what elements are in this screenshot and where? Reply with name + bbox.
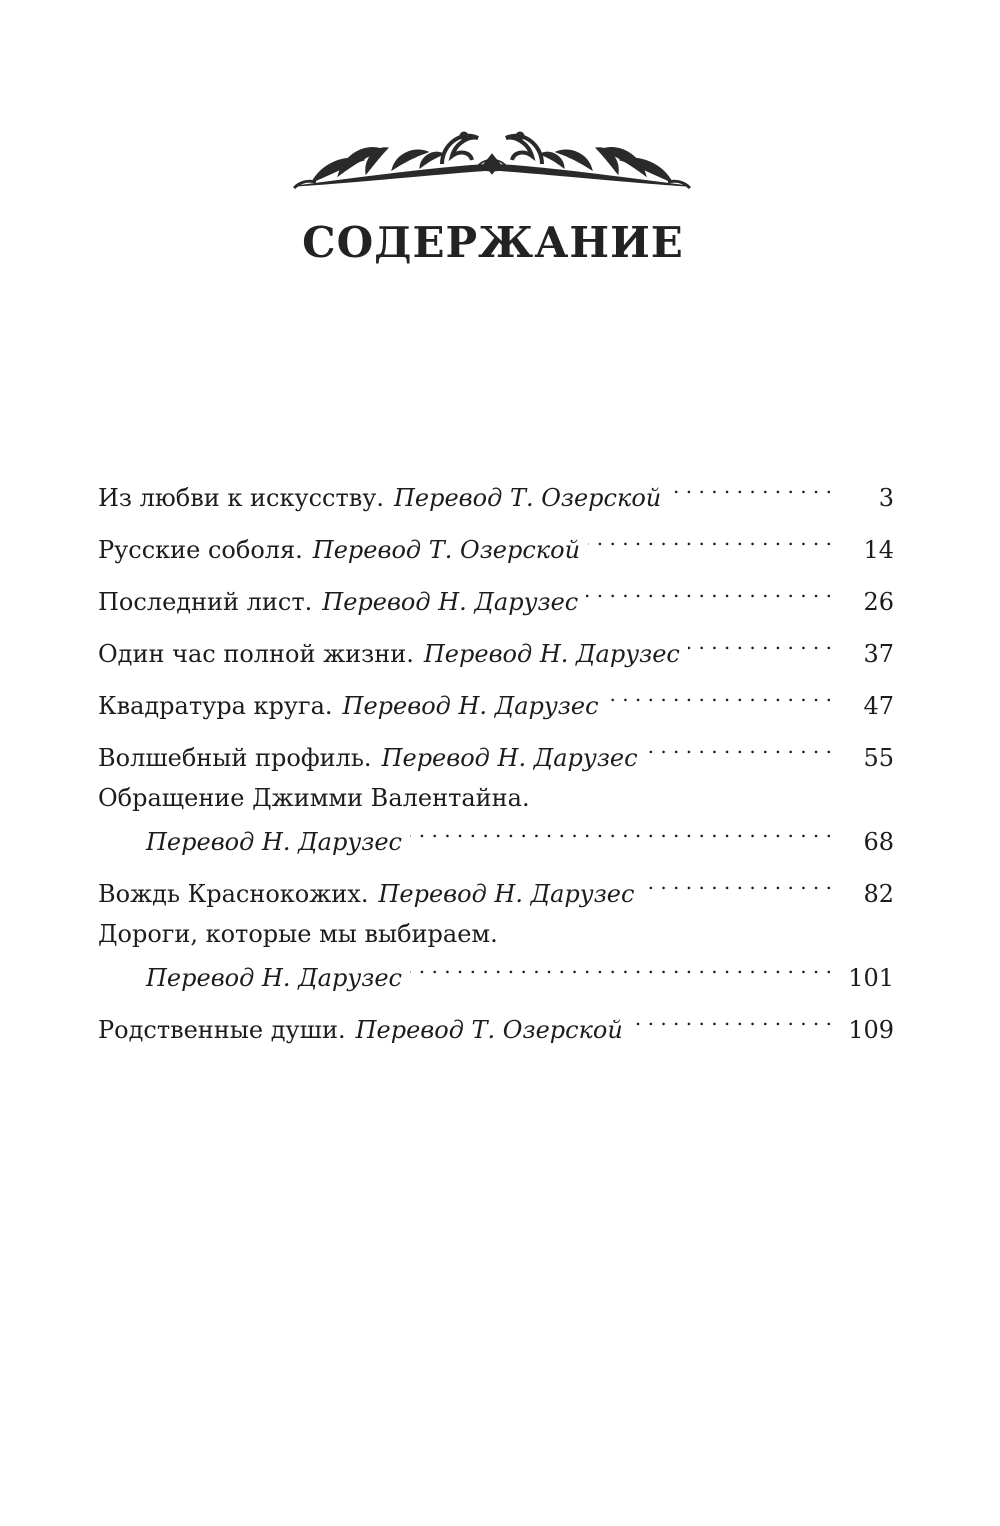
- story-title: Из любви к искусству.: [98, 484, 384, 512]
- floral-ornament-icon: [292, 124, 692, 200]
- story-title: Квадратура круга.: [98, 692, 333, 720]
- toc-entry: [98, 862, 894, 914]
- page-number: 55: [863, 744, 894, 772]
- page-number: 14: [863, 536, 894, 564]
- translator-credit: Перевод Н. Дарузес: [423, 640, 680, 668]
- story-title: Русские соболя.: [98, 536, 303, 564]
- toc-entry: [98, 518, 894, 570]
- page-number: 26: [863, 588, 894, 616]
- dot-leader: [688, 622, 832, 662]
- toc-entry: [98, 998, 894, 1050]
- translator-credit: Перевод Н. Дарузес: [322, 588, 579, 616]
- translator-credit: Перевод Н. Дарузес: [381, 744, 638, 772]
- story-title: Последний лист.: [98, 588, 313, 616]
- translator-credit: Перевод Н. Дарузес: [342, 692, 599, 720]
- toc-entry: [98, 466, 894, 518]
- story-title: Волшебный профиль.: [98, 744, 372, 772]
- dot-leader: [642, 862, 832, 902]
- toc-entry: [98, 622, 894, 674]
- toc-entry: [98, 914, 894, 998]
- page-number: 68: [863, 828, 894, 856]
- page-number: 82: [863, 880, 894, 908]
- page-title: СОДЕРЖАНИЕ: [302, 218, 684, 267]
- toc-entry: [98, 726, 894, 778]
- page-number: 109: [848, 1016, 894, 1044]
- dot-leader: [588, 518, 832, 558]
- story-title: Один час полной жизни.: [98, 640, 414, 668]
- translator-credit: Перевод Н. Дарузес: [146, 828, 402, 856]
- dot-leader: [410, 810, 832, 850]
- toc-entry: [98, 570, 894, 622]
- dot-leader: [646, 726, 832, 766]
- page-number: 47: [863, 692, 894, 720]
- dot-leader: [410, 946, 832, 986]
- toc-entry: [98, 674, 894, 726]
- page-number: 101: [848, 964, 894, 992]
- translator-credit: Перевод Н. Дарузес: [378, 880, 635, 908]
- story-title: Вождь Краснокожих.: [98, 880, 369, 908]
- dot-leader: [586, 570, 832, 610]
- dot-leader: [669, 466, 832, 506]
- translator-credit: Перевод Н. Дарузес: [146, 964, 402, 992]
- story-title: Обращение Джимми Валентайна.: [98, 784, 530, 812]
- dot-leader: [631, 998, 832, 1038]
- translator-credit: Перевод Т. Озерской: [393, 484, 662, 512]
- page-number: 3: [878, 484, 894, 512]
- translator-credit: Перевод Т. Озерской: [355, 1016, 623, 1044]
- dot-leader: [607, 674, 832, 714]
- story-title: Дороги, которые мы выбираем.: [98, 920, 498, 948]
- story-title: Родственные души.: [98, 1016, 346, 1044]
- translator-credit: Перевод Т. Озерской: [312, 536, 581, 564]
- table-of-contents: [98, 466, 894, 1050]
- page-number: 37: [863, 640, 894, 668]
- toc-entry: [98, 778, 894, 862]
